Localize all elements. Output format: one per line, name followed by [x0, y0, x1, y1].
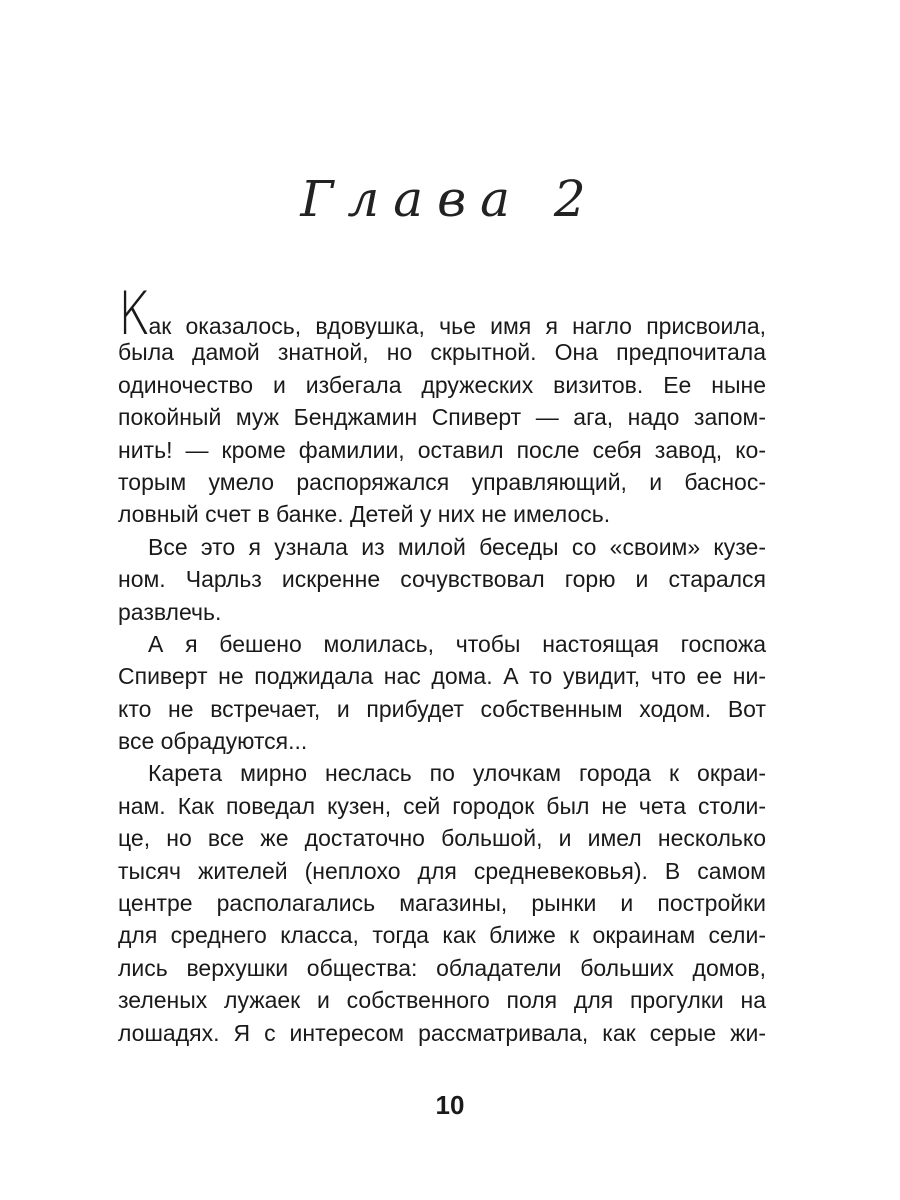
text-line: лошадях. Я с интересом рассматривала, как серые жи-	[118, 1019, 766, 1046]
drop-cap: К	[118, 279, 151, 349]
text-line: нам. Как поведал кузен, сей городок был не чета столи-	[118, 792, 766, 819]
text-line: торым умело распоряжался управляющий, и баснос-	[118, 468, 766, 495]
text-line: ном. Чарльз искренне сочувствовал горю и старался	[118, 566, 766, 593]
text-line: была дамой знатной, но скрытной. Она предпочитала	[118, 339, 766, 366]
text-line: зеленых лужаек и собственного поля для прогулки на	[118, 987, 766, 1014]
text-line: ловный счет в банке. Детей у них не имелось.	[118, 501, 611, 528]
text-line: покойный муж Бенджамин Спиверт — ага, надо запом-	[118, 404, 766, 431]
text-line: одиночество и избегала дружеских визитов. Ее ныне	[118, 371, 766, 398]
text-line: А я бешено молилась, чтобы настоящая госпожа	[148, 630, 766, 657]
text-line: це, но все же достаточно большой, и имел несколько	[118, 825, 766, 852]
text-line: кто не встречает, и прибудет собственным ходом. Вот	[118, 695, 766, 722]
chapter-title: Глава 2	[300, 170, 600, 228]
text-line: нить! — кроме фамилии, оставил после себя завод, ко-	[118, 436, 766, 463]
text-line	[118, 279, 766, 349]
text-line: для среднего класса, тогда как ближе к окраинам сели-	[118, 922, 766, 949]
text-line: тысяч жителей (неплохо для средневековья). В самом	[118, 857, 766, 884]
body-text	[118, 279, 766, 1049]
text-line-content: ак оказалось, вдовушка, чье имя я нагло присвоила,	[148, 313, 766, 339]
page-number: 10	[435, 1090, 465, 1120]
text-line: Карета мирно неслась по улочкам города к окраи-	[148, 760, 766, 787]
text-line: лись верхушки общества: обладатели больших домов,	[118, 954, 766, 981]
text-line: развлечь.	[118, 598, 222, 625]
text-line: Спиверт не поджидала нас дома. А то увидит, что ее ни-	[118, 663, 766, 690]
text-line: все обрадуются...	[118, 728, 308, 755]
text-line: центре располагались магазины, рынки и постройки	[118, 890, 766, 917]
text-line: Все это я узнала из милой беседы со «своим» кузе-	[148, 533, 766, 560]
